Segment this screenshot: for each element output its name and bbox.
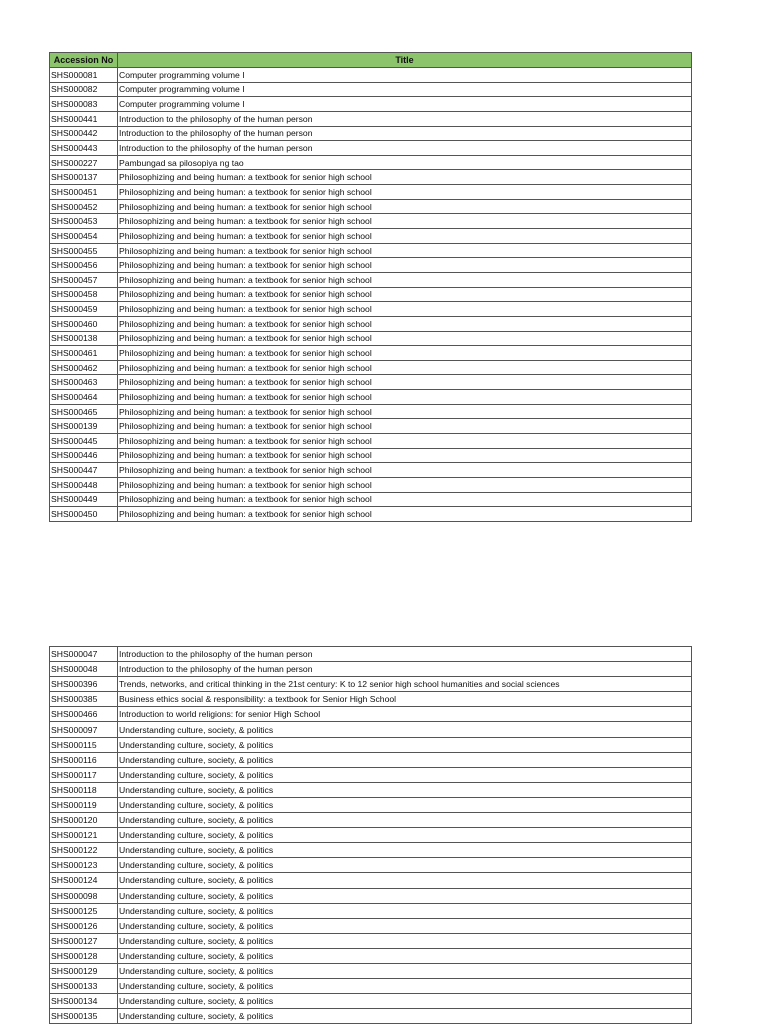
accession-no-cell: SHS000227 [50,155,118,170]
accession-no-cell: SHS000464 [50,390,118,405]
title-cell: Philosophizing and being human: a textbook for senior high school [118,229,692,244]
title-cell: Philosophizing and being human: a textbook for senior high school [118,243,692,258]
accession-no-cell: SHS000124 [50,873,118,888]
accession-no-cell: SHS000118 [50,782,118,797]
title-cell: Philosophizing and being human: a textbook for senior high school [118,390,692,405]
accession-no-cell: SHS000465 [50,404,118,419]
header-row [50,53,692,68]
accession-no-cell: SHS000127 [50,933,118,948]
table-row [50,767,692,782]
title-cell: Philosophizing and being human: a textbook for senior high school [118,477,692,492]
title-cell: Philosophizing and being human: a textbook for senior high school [118,375,692,390]
table-row [50,331,692,346]
accession-no-cell: SHS000448 [50,477,118,492]
accession-no-cell: SHS000455 [50,243,118,258]
table-row [50,752,692,767]
table-row [50,507,692,522]
accession-no-cell: SHS000452 [50,199,118,214]
title-cell: Introduction to the philosophy of the human person [118,111,692,126]
table-row [50,918,692,933]
accession-no-cell: SHS000082 [50,82,118,97]
title-cell: Understanding culture, society, & politics [118,873,692,888]
accession-no-cell: SHS000445 [50,434,118,449]
table-row [50,888,692,903]
title-cell: Philosophizing and being human: a textbook for senior high school [118,404,692,419]
accession-no-cell: SHS000457 [50,272,118,287]
accession-no-cell: SHS000459 [50,302,118,317]
accession-no-cell: SHS000083 [50,97,118,112]
accession-table-1 [49,52,692,522]
table-row [50,170,692,185]
accession-no-cell: SHS000463 [50,375,118,390]
accession-no-cell: SHS000081 [50,68,118,83]
accession-no-cell: SHS000117 [50,767,118,782]
title-cell: Philosophizing and being human: a textbook for senior high school [118,419,692,434]
table-row [50,448,692,463]
accession-no-cell: SHS000121 [50,828,118,843]
table-row [50,287,692,302]
title-cell: Introduction to the philosophy of the human person [118,141,692,156]
accession-no-cell: SHS000097 [50,722,118,737]
table-row [50,463,692,478]
table-row [50,111,692,126]
table-row [50,979,692,994]
table-row [50,229,692,244]
title-cell: Understanding culture, society, & politics [118,963,692,978]
title-cell: Philosophizing and being human: a textbook for senior high school [118,507,692,522]
table-row [50,68,692,83]
title-cell: Understanding culture, society, & politics [118,813,692,828]
table-body [50,68,692,522]
table-row [50,302,692,317]
title-cell: Philosophizing and being human: a textbook for senior high school [118,346,692,361]
table-row [50,477,692,492]
accession-no-cell: SHS000133 [50,979,118,994]
title-cell: Understanding culture, society, & politics [118,903,692,918]
title-cell: Philosophizing and being human: a textbook for senior high school [118,302,692,317]
title-cell: Philosophizing and being human: a textbook for senior high school [118,448,692,463]
accession-no-cell: SHS000119 [50,797,118,812]
accession-no-cell: SHS000441 [50,111,118,126]
accession-no-header: Accession No [50,53,118,68]
table-row [50,692,692,707]
table-row [50,434,692,449]
table-row [50,360,692,375]
table-row [50,404,692,419]
title-cell: Computer programming volume I [118,82,692,97]
title-cell: Philosophizing and being human: a textbook for senior high school [118,258,692,273]
title-cell: Understanding culture, society, & politics [118,933,692,948]
table-row [50,185,692,200]
table-row [50,813,692,828]
accession-no-cell: SHS000122 [50,843,118,858]
title-cell: Philosophizing and being human: a textbook for senior high school [118,331,692,346]
accession-no-cell: SHS000115 [50,737,118,752]
table-row [50,994,692,1009]
accession-no-cell: SHS000138 [50,331,118,346]
accession-no-cell: SHS000458 [50,287,118,302]
title-cell: Introduction to the philosophy of the human person [118,662,692,677]
title-cell: Understanding culture, society, & politics [118,918,692,933]
title-cell: Understanding culture, society, & politics [118,752,692,767]
table-row [50,828,692,843]
title-cell: Understanding culture, society, & politics [118,888,692,903]
accession-no-cell: SHS000098 [50,888,118,903]
accession-no-cell: SHS000449 [50,492,118,507]
title-cell: Philosophizing and being human: a textbook for senior high school [118,434,692,449]
title-cell: Trends, networks, and critical thinking in the 21st century: K to 12 senior high school humanities and social sciences [118,677,692,692]
accession-no-cell: SHS000461 [50,346,118,361]
table-row [50,141,692,156]
table-row [50,390,692,405]
title-cell: Philosophizing and being human: a textbook for senior high school [118,463,692,478]
accession-no-cell: SHS000446 [50,448,118,463]
title-cell: Philosophizing and being human: a textbook for senior high school [118,492,692,507]
accession-no-cell: SHS000451 [50,185,118,200]
table-row [50,155,692,170]
table-header [50,53,692,68]
title-cell: Philosophizing and being human: a textbook for senior high school [118,214,692,229]
accession-no-cell: SHS000453 [50,214,118,229]
accession-no-cell: SHS000139 [50,419,118,434]
accession-table-2 [49,646,692,1024]
accession-no-cell: SHS000134 [50,994,118,1009]
table-row [50,199,692,214]
title-cell: Philosophizing and being human: a textbook for senior high school [118,185,692,200]
title-cell: Understanding culture, society, & politics [118,843,692,858]
table-row [50,707,692,722]
table-row [50,97,692,112]
accession-no-cell: SHS000385 [50,692,118,707]
accession-no-cell: SHS000120 [50,813,118,828]
table-row [50,492,692,507]
accession-no-cell: SHS000128 [50,948,118,963]
table-row [50,782,692,797]
title-cell: Computer programming volume I [118,68,692,83]
table-row [50,375,692,390]
table-row [50,963,692,978]
accession-no-cell: SHS000126 [50,918,118,933]
accession-no-cell: SHS000442 [50,126,118,141]
table-row [50,126,692,141]
table-row [50,214,692,229]
accession-no-cell: SHS000125 [50,903,118,918]
accession-no-cell: SHS000462 [50,360,118,375]
title-cell: Philosophizing and being human: a textbook for senior high school [118,170,692,185]
accession-no-cell: SHS000048 [50,662,118,677]
title-cell: Introduction to the philosophy of the human person [118,647,692,662]
table-row [50,647,692,662]
title-cell: Computer programming volume I [118,97,692,112]
table-row [50,419,692,434]
accession-no-cell: SHS000454 [50,229,118,244]
table-row [50,903,692,918]
accession-no-cell: SHS000135 [50,1009,118,1024]
title-cell: Understanding culture, society, & politics [118,722,692,737]
accession-no-cell: SHS000047 [50,647,118,662]
title-header: Title [118,53,692,68]
table-row [50,82,692,97]
accession-no-cell: SHS000447 [50,463,118,478]
accession-no-cell: SHS000466 [50,707,118,722]
table-row [50,797,692,812]
title-cell: Understanding culture, society, & politics [118,737,692,752]
accession-no-cell: SHS000137 [50,170,118,185]
title-cell: Introduction to world religions: for senior High School [118,707,692,722]
table-row [50,933,692,948]
accession-no-cell: SHS000450 [50,507,118,522]
accession-no-cell: SHS000116 [50,752,118,767]
title-cell: Understanding culture, society, & politics [118,1009,692,1024]
table-row [50,843,692,858]
title-cell: Understanding culture, society, & politics [118,858,692,873]
table-row [50,722,692,737]
title-cell: Understanding culture, society, & politics [118,828,692,843]
title-cell: Philosophizing and being human: a textbook for senior high school [118,272,692,287]
accession-no-cell: SHS000129 [50,963,118,978]
table-row [50,948,692,963]
table-row [50,662,692,677]
accession-no-cell: SHS000396 [50,677,118,692]
title-cell: Philosophizing and being human: a textbook for senior high school [118,287,692,302]
accession-no-cell: SHS000460 [50,316,118,331]
title-cell: Understanding culture, society, & politics [118,782,692,797]
title-cell: Understanding culture, society, & politics [118,767,692,782]
table-row [50,737,692,752]
title-cell: Understanding culture, society, & politics [118,948,692,963]
accession-no-cell: SHS000123 [50,858,118,873]
title-cell: Understanding culture, society, & politics [118,797,692,812]
table-body [50,647,692,1024]
table-row [50,346,692,361]
table-row [50,243,692,258]
table-row [50,258,692,273]
table-row [50,1009,692,1024]
accession-no-cell: SHS000443 [50,141,118,156]
table-row [50,873,692,888]
title-cell: Philosophizing and being human: a textbook for senior high school [118,360,692,375]
title-cell: Introduction to the philosophy of the human person [118,126,692,141]
title-cell: Philosophizing and being human: a textbook for senior high school [118,316,692,331]
title-cell: Understanding culture, society, & politics [118,979,692,994]
table-row [50,316,692,331]
title-cell: Pambungad sa pilosopiya ng tao [118,155,692,170]
title-cell: Business ethics social & responsibility: a textbook for Senior High School [118,692,692,707]
title-cell: Philosophizing and being human: a textbook for senior high school [118,199,692,214]
table-row [50,858,692,873]
table-row [50,677,692,692]
title-cell: Understanding culture, society, & politics [118,994,692,1009]
table-row [50,272,692,287]
accession-no-cell: SHS000456 [50,258,118,273]
